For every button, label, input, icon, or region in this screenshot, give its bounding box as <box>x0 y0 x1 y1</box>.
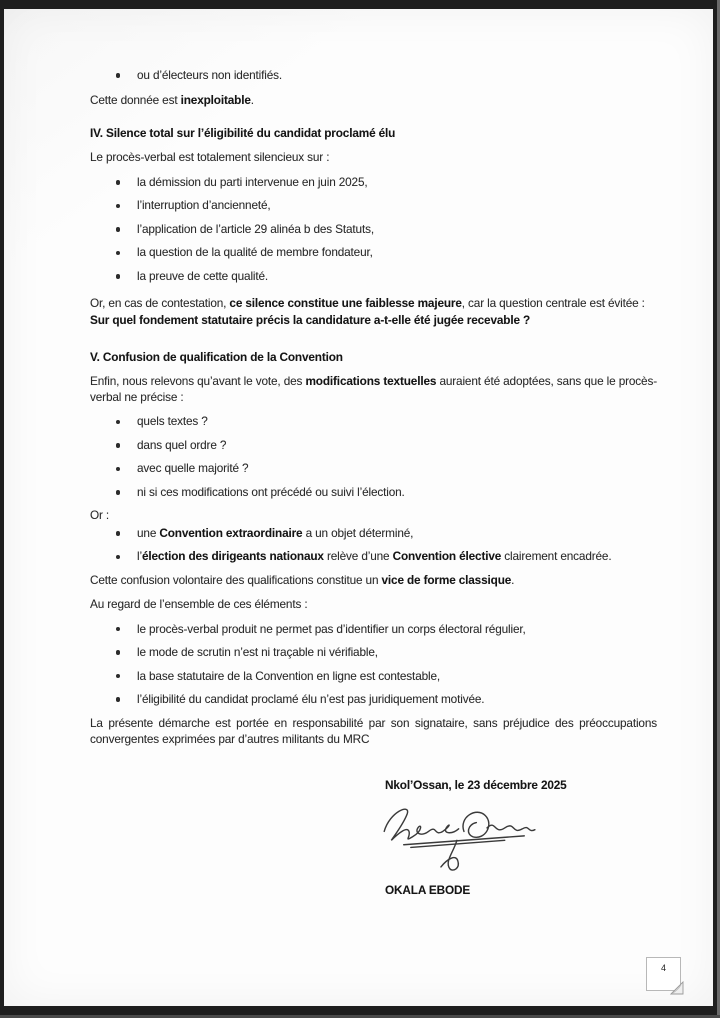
conclusion-list <box>90 621 657 708</box>
section-heading-iv: IV. Silence total sur l’éligibilité du candidat proclamé élu <box>90 126 396 141</box>
text-run-bold: Convention extraordinaire <box>159 525 303 540</box>
carryover-list <box>90 67 657 84</box>
paragraph-inexploitable <box>90 92 657 109</box>
document-content <box>90 67 657 898</box>
document-page <box>4 9 713 1006</box>
text-run: Cette confusion volontaire des qualifications constitue un <box>90 572 382 587</box>
list-item <box>90 525 657 542</box>
page-number: 4 <box>660 963 666 973</box>
list-item: la base statutaire de la Convention en ligne est contestable, <box>90 668 657 685</box>
paragraph-enfin <box>90 373 657 406</box>
signature-block <box>385 777 657 899</box>
list-item: le mode de scrutin n’est ni traçable ni vérifiable, <box>90 644 657 661</box>
paragraph-silence-majeure <box>90 295 657 328</box>
paragraph-closing: La présente démarche est portée en responsabilité par son signataire, sans préjudice des préoccupations convergentes exprimées par d’autres militants du MRC <box>90 715 657 747</box>
list-item: ou d’électeurs non identifiés. <box>90 67 657 84</box>
folded-corner-icon <box>670 981 684 995</box>
list-item: la preuve de cette qualité. <box>90 268 657 285</box>
text-run: relève d’une <box>323 549 393 564</box>
place-date: Nkol’Ossan, le 23 décembre 2025 <box>385 777 567 792</box>
text-run: Or, en cas de contestation, <box>90 296 230 311</box>
list-item <box>90 548 657 565</box>
signatory-name: OKALA EBODE <box>385 882 471 897</box>
list-item: ni si ces modifications ont précédé ou suivi l’élection. <box>90 484 657 501</box>
page-number-box <box>646 957 681 991</box>
list-item: le procès-verbal produit ne permet pas d’identifier un corps électoral régulier, <box>90 621 657 638</box>
text-run: l’ <box>137 549 142 564</box>
text-run: . <box>511 572 515 587</box>
text-run: Enfin, nous relevons qu’avant le vote, des <box>90 373 306 388</box>
list-item: dans quel ordre ? <box>90 437 657 454</box>
list-item: la question de la qualité de membre fondateur, <box>90 244 657 261</box>
list-item: quels textes ? <box>90 413 657 430</box>
text-run: a un objet déterminé, <box>302 525 414 540</box>
list-item: avec quelle majorité ? <box>90 460 657 477</box>
signature-strokes <box>371 796 541 874</box>
paragraph-silencieux: Le procès-verbal est totalement silencieux sur : <box>90 150 330 165</box>
paragraph-confusion <box>90 572 657 589</box>
text-run: Cette donnée est <box>90 92 181 107</box>
paragraph-or: Or : <box>90 508 110 523</box>
text-run: , car la question centrale est évitée : <box>461 296 645 311</box>
handwritten-signature <box>371 796 657 879</box>
text-run-bold: vice de forme classique <box>381 572 512 587</box>
text-run-bold: inexploitable <box>180 92 251 107</box>
text-run-bold: modifications textuelles <box>305 373 437 388</box>
list-item: la démission du parti intervenue en juin 2025, <box>90 174 657 191</box>
text-run-bold: Convention élective <box>392 549 502 564</box>
section4-list <box>90 174 657 285</box>
text-run: clairement encadrée. <box>501 549 612 564</box>
or-list <box>90 525 657 565</box>
section-heading-v: V. Confusion de qualification de la Convention <box>90 349 343 364</box>
list-item: l’interruption d’ancienneté, <box>90 197 657 214</box>
list-item: l’éligibilité du candidat proclamé élu n’est pas juridiquement motivée. <box>90 691 657 708</box>
text-run: auraient été adoptées, sans que le procès-verbal ne précise : <box>90 373 657 405</box>
text-run: une <box>137 525 160 540</box>
text-run-bold: élection des dirigeants nationaux <box>141 549 324 564</box>
text-run-bold: ce silence constitue une faiblesse majeure <box>229 296 462 311</box>
text-run-bold: Sur quel fondement statutaire précis la candidature a-t-elle été jugée recevable ? <box>90 313 531 327</box>
paragraph-au-regard: Au regard de l’ensemble de ces éléments : <box>90 596 308 611</box>
list-item: l’application de l’article 29 alinéa b des Statuts, <box>90 221 657 238</box>
text-run: . <box>250 92 254 107</box>
section5-list <box>90 413 657 500</box>
